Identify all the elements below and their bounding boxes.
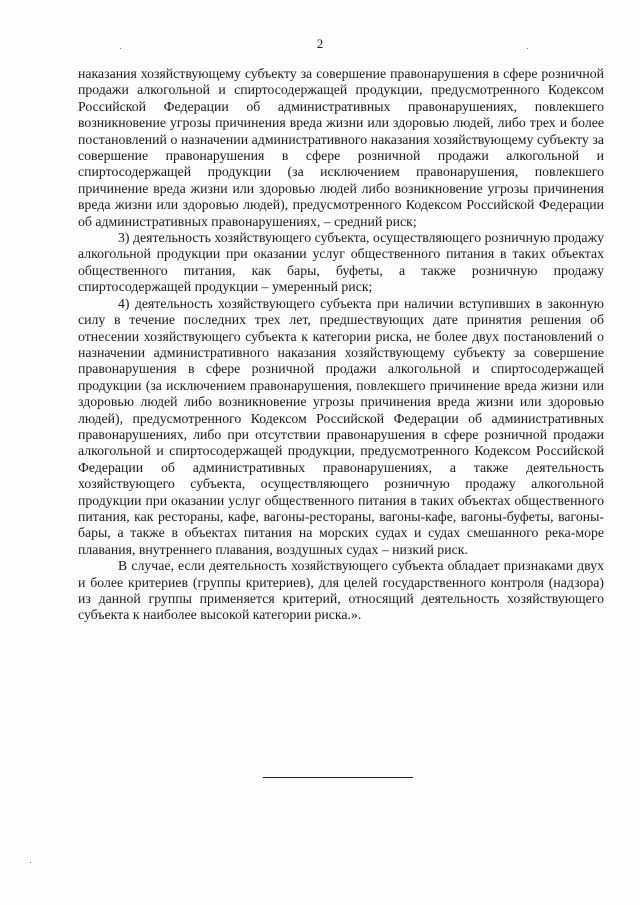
paragraph-continuation: наказания хозяйствующему субъекту за совершение правонарушения в сфере розничной продажи алкогольной и спиртосодержащей продукции, предусмотренного Кодексом Российской Федерации об административных правонарушениях, повлекшего возникновение угрозы причинения вреда жизни или здоровью людей, либо трех и более постановлений о назначении административного наказания хозяйствующему субъекту за совершение правонарушения в сфере розничной продажи алкогольной и спиртосодержащей продукции (за исключением правонарушения, повлекшего причинение вреда жизни или здоровью людей либо возникновение угрозы причинения вреда жизни или здоровью людей), предусмотренного Кодексом Российской Федерации об административных правонарушениях, – средний риск; (78, 66, 604, 229)
scan-speck (527, 48, 528, 49)
paragraph-conclusion: В случае, если деятельность хозяйствующего субъекта обладает признаками двух и более критериев (группы критериев), для целей государственного контроля (надзора) из данной группы применяется критерий, относящий деятельность хозяйствующего субъекта к наиболее высокой категории риска.». (78, 558, 604, 623)
page-number: 2 (316, 36, 324, 51)
paragraph-item-3: 3) деятельность хозяйствующего субъекта, осуществляющего розничную продажу алкогольной продукции при оказании услуг общественного питания в таких объектах общественного питания, как бары, буфеты, а также розничную продажу спиртосодержащей продукции – умеренный риск; (78, 230, 604, 295)
end-separator-line (263, 777, 413, 778)
document-body (78, 66, 604, 624)
scan-speck (120, 48, 121, 49)
scan-speck (30, 862, 31, 863)
paragraph-item-4: 4) деятельность хозяйствующего субъекта при наличии вступивших в законную силу в течение последних трех лет, предшествующих дате принятия решения об отнесении хозяйствующего субъекта к категории риска, не более двух постановлений о назначении административного наказания хозяйствующему субъекту за совершение правонарушения в сфере розничной продажи алкогольной и спиртосодержащей продукции (за исключением правонарушения, повлекшего причинение вреда жизни или здоровью людей либо возникновение угрозы причинения вреда жизни или здоровью людей), предусмотренного Кодексом Российской Федерации об административных правонарушениях, либо при отсутствии правонарушения в сфере розничной продажи алкогольной и спиртосодержащей продукции, предусмотренного Кодексом Российской Федерации об административных правонарушениях, а также деятельность хозяйствующего субъекта, осуществляющего розничную продажу алкогольной продукции при оказании услуг общественного питания в таких объектах общественного питания, как рестораны, кафе, вагоны-рестораны, вагоны-кафе, вагоны-буфеты, вагоны-бары, а также в объектах питания на морских судах и судах смешанного река-море плавания, внутреннего плавания, воздушных судах – низкий риск. (78, 295, 604, 557)
